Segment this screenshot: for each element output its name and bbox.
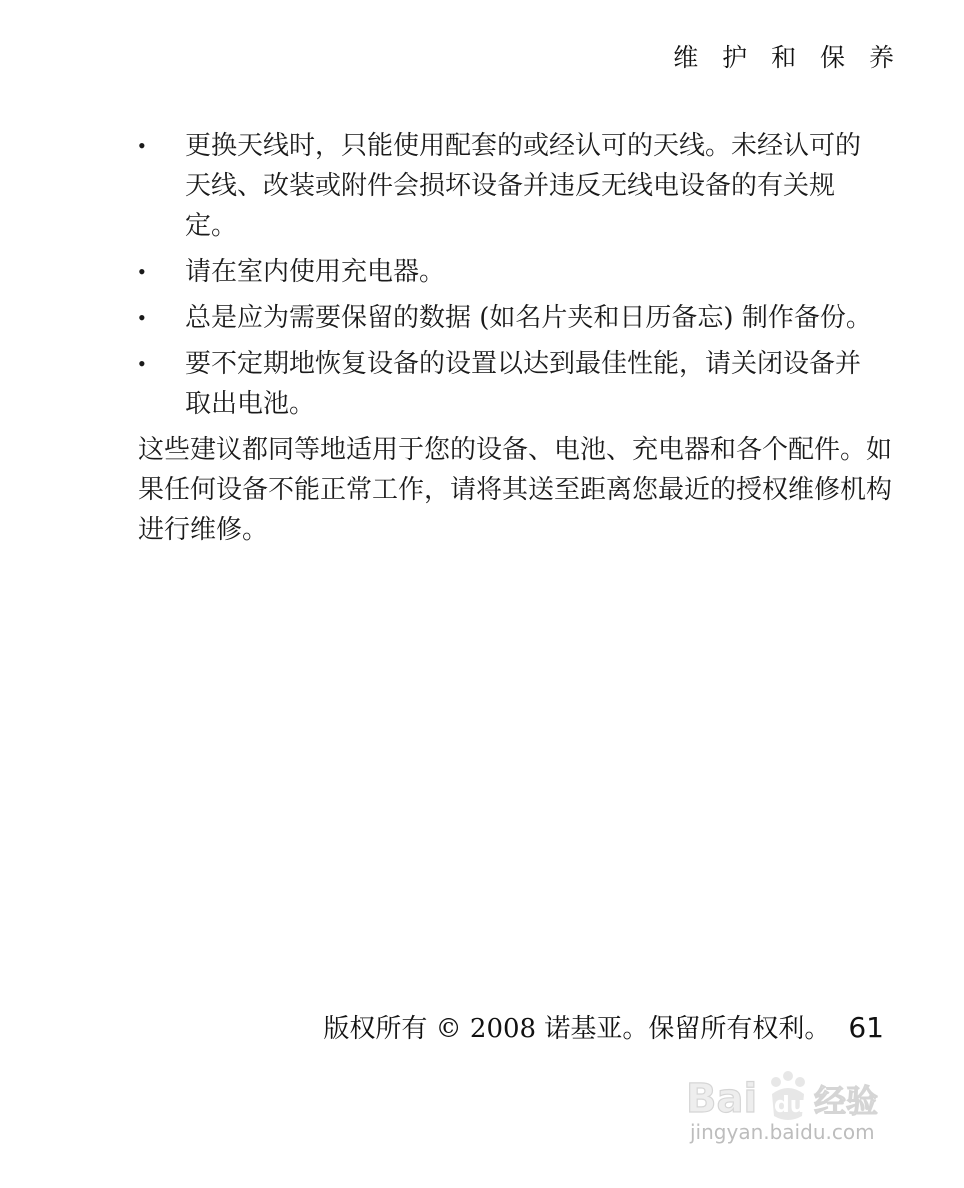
list-item-text: 更换天线时，只能使用配套的或经认可的天线。未经认可的天线、改装或附件会损坏设备并违反无线电设备的有关规定。 (185, 131, 862, 241)
copyright-notice: 版权所有 © 2008 诺基亚。保留所有权利。 (323, 1014, 831, 1044)
list-item-text: 要不定期地恢复设备的设置以达到最佳性能，请关闭设备并取出电池。 (185, 349, 862, 419)
svg-text:经验: 经验 (814, 1082, 879, 1120)
bullet-marker: • (138, 351, 146, 376)
list-item-text: 总是应为需要保留的数据 (如名片夹和日历备忘) 制作备份。 (185, 303, 872, 333)
watermark-url: jingyan.baidu.com (690, 1120, 875, 1144)
list-item (138, 344, 885, 424)
page-footer (323, 1008, 884, 1045)
bullet-marker: • (138, 305, 146, 330)
list-item-text: 请在室内使用充电器。 (185, 257, 446, 287)
svg-text:du: du (774, 1093, 806, 1118)
baidu-watermark-logo (684, 1068, 906, 1158)
bullet-marker: • (138, 259, 146, 284)
page-number: 61 (848, 1011, 884, 1044)
list-item (138, 298, 885, 338)
main-content (138, 126, 898, 550)
svg-text:Bai: Bai (686, 1076, 758, 1122)
bullet-list (138, 126, 898, 424)
body-paragraph: 这些建议都同等地适用于您的设备、电池、充电器和各个配件。如果任何设备不能正常工作，请将其送至距离您最近的授权维修机构进行维修。 (138, 435, 893, 545)
list-item (138, 126, 885, 246)
bullet-marker: • (138, 133, 146, 158)
section-header: 维 护 和 保 养 (673, 43, 902, 72)
list-item (138, 252, 885, 292)
